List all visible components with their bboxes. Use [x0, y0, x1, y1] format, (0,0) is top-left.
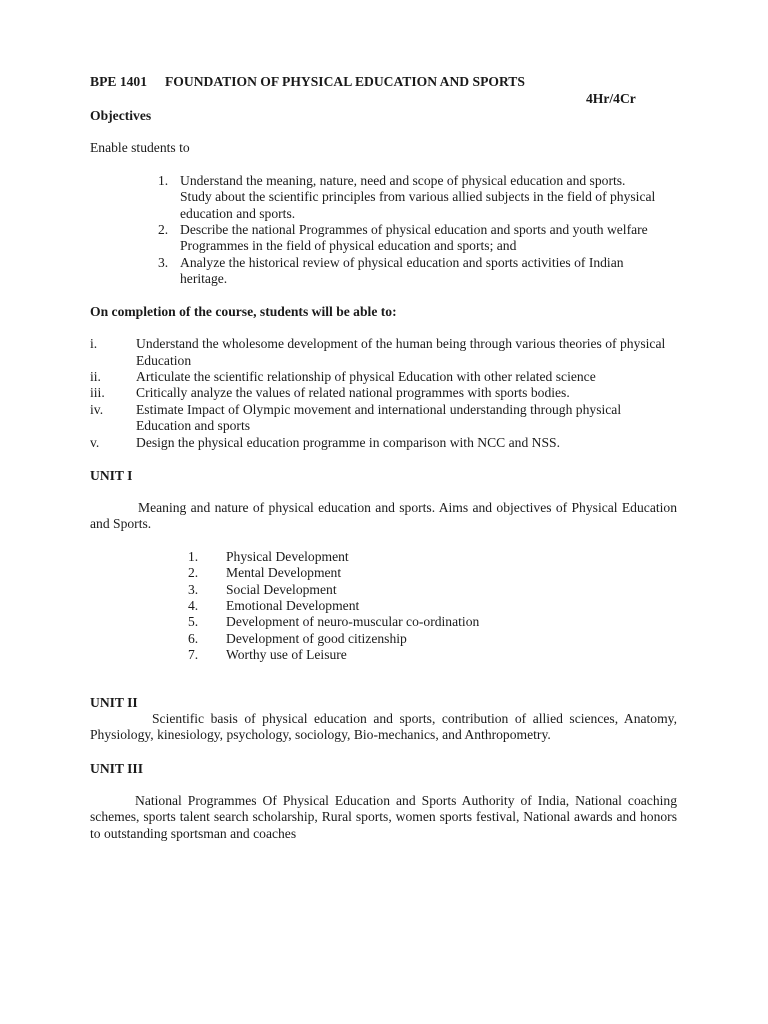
objectives-intro: Enable students to — [90, 140, 190, 155]
outcome-number: iv. — [90, 402, 104, 417]
unit-1-item-number: 3. — [188, 582, 199, 597]
unit-1-item-number: 1. — [188, 549, 199, 564]
unit-2-text: Scientific basis of physical education and sports, contribution of allied sciences, Anatomy, Physiology, kinesiology, psychology, sociology, Bio-mechanics, and Anthropometry. — [90, 711, 677, 743]
unit-1-item-number: 7. — [188, 647, 199, 662]
objective-line: Analyze the historical review of physical education and sports activities of Indian — [180, 255, 624, 270]
outcome-line: Estimate Impact of Olympic movement and international understanding through physical — [136, 402, 622, 417]
unit-1-heading: UNIT I — [90, 468, 133, 483]
unit-1-item-number: 2. — [188, 565, 199, 580]
unit-2-heading: UNIT II — [90, 695, 138, 710]
unit-1-item: Worthy use of Leisure — [226, 647, 347, 662]
objective-line: education and sports. — [180, 206, 296, 221]
outcome-number: ii. — [90, 369, 101, 384]
outcome-number: i. — [90, 336, 98, 351]
outcome-line: Education — [136, 353, 192, 368]
unit-1-item: Emotional Development — [226, 598, 360, 613]
outcomes-heading: On completion of the course, students will be able to: — [90, 304, 397, 319]
unit-1-item-number: 6. — [188, 631, 199, 646]
objectives-heading: Objectives — [90, 108, 152, 123]
objective-line: Describe the national Programmes of physical education and sports and youth welfare — [180, 222, 648, 237]
unit-1-item-number: 4. — [188, 598, 199, 613]
unit-1-item: Development of good citizenship — [226, 631, 407, 646]
unit-1-item: Mental Development — [226, 565, 342, 580]
outcome-line: Articulate the scientific relationship of physical Education with other related science — [136, 369, 596, 384]
course-title: FOUNDATION OF PHYSICAL EDUCATION AND SPORTS — [165, 74, 525, 89]
course-code: BPE 1401 — [90, 74, 148, 89]
course-credits: 4Hr/4Cr — [586, 91, 636, 106]
outcome-line: Understand the wholesome development of the human being through various theories of physical — [136, 336, 666, 351]
unit-1-item: Development of neuro-muscular co-ordination — [226, 614, 480, 629]
objective-number: 3. — [158, 255, 169, 270]
unit-1-item-number: 5. — [188, 614, 199, 629]
objective-number: 2. — [158, 222, 169, 237]
outcome-number: iii. — [90, 385, 105, 400]
unit-1-item: Physical Development — [226, 549, 349, 564]
unit-3-heading: UNIT III — [90, 761, 144, 776]
outcome-line: Education and sports — [136, 418, 251, 433]
outcome-line: Critically analyze the values of related national programmes with sports bodies. — [136, 385, 570, 400]
outcome-line: Design the physical education programme in comparison with NCC and NSS. — [136, 435, 560, 450]
unit-1-item: Social Development — [226, 582, 337, 597]
unit-3-text: National Programmes Of Physical Education and Sports Authority of India, National coaching schemes, sports talent search scholarship, Rural sports, women sports festival, National awards and honors to outstanding sportsman and coaches — [90, 793, 677, 841]
outcome-number: v. — [90, 435, 100, 450]
objective-line: heritage. — [180, 271, 228, 286]
objective-line: Study about the scientific principles from various allied subjects in the field of physical — [180, 189, 656, 204]
objective-number: 1. — [158, 173, 169, 188]
objective-line: Understand the meaning, nature, need and scope of physical education and sports. — [180, 173, 626, 188]
unit-1-text: Meaning and nature of physical education and sports. Aims and objectives of Physical Education and Sports. — [90, 500, 677, 532]
objective-line: Programmes in the field of physical education and sports; and — [180, 238, 517, 253]
